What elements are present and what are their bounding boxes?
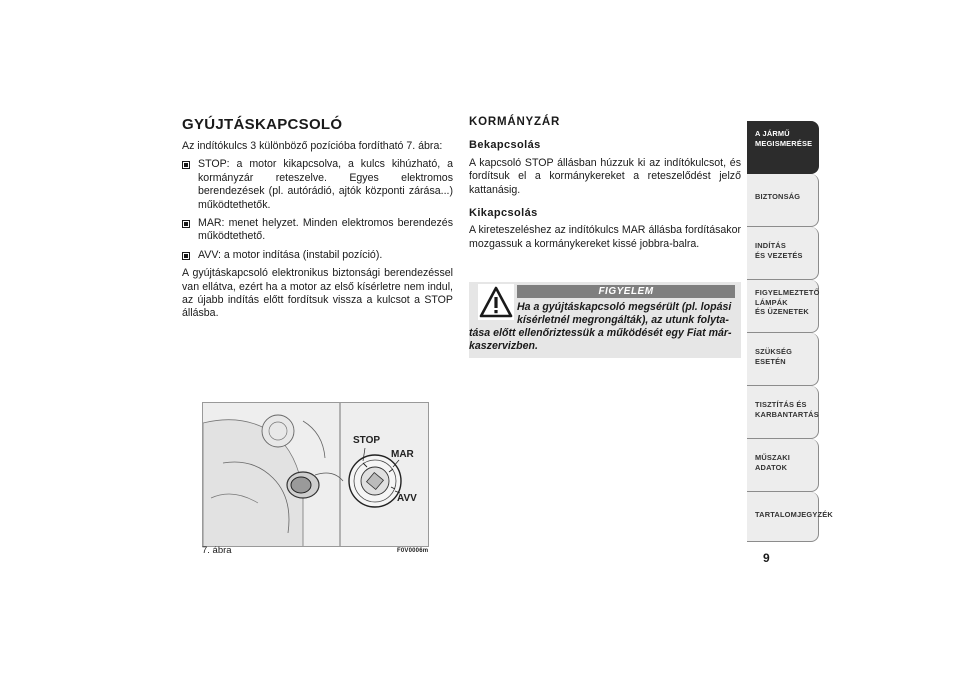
figure-code: F0V0006m: [397, 548, 429, 554]
figure-caption: 7. ábra: [202, 545, 232, 556]
subsection-heading: Kikapcsolás: [469, 207, 538, 220]
bullet-item: AVV: a motor indítása (instabil pozíció).: [182, 249, 453, 262]
avv-label: AVV: [397, 493, 417, 504]
intro-text: Az indítókulcs 3 különböző pozícióba fordítható 7. ábra:: [182, 140, 443, 152]
checkbox-bullet-icon: [182, 161, 190, 169]
right-column: [469, 116, 741, 261]
sidebar-tab-jarmu-megismerese[interactable]: A JÁRMŰ MEGISMERÉSE: [747, 121, 819, 174]
bullet-item: MAR: menet helyzet. Minden elektromos berendezés működtethető.: [182, 217, 453, 244]
checkbox-bullet-icon: [182, 220, 190, 228]
sidebar-tab-muszaki-adatok[interactable]: MŰSZAKI ADATOK: [747, 439, 819, 492]
sidebar-tab-biztonsag[interactable]: BIZTONSÁG: [747, 174, 819, 227]
ignition-switch-illustration: [203, 403, 429, 547]
sidebar-tab-szukseg-eseten[interactable]: SZÜKSÉG ESETÉN: [747, 333, 819, 386]
sidebar-tab-inditas-es-vezetes[interactable]: INDÍTÁS ÉS VEZETÉS: [747, 227, 819, 280]
page-number: 9: [763, 551, 770, 565]
sidebar-tab-tisztitas-es-karbantartas[interactable]: TISZTÍTÁS ÉS KARBANTARTÁS: [747, 386, 819, 439]
subsection-text: A kireteszeléshez az indítókulcs MAR állásba fordításakor mozgassuk a kormánykereket kissé jobbra-balra.: [469, 224, 741, 250]
checkbox-bullet-icon: [182, 252, 190, 260]
sidebar-tab-figyelmezteto-lampak[interactable]: FIGYELMEZTETŐ LÁMPÁK ÉS ÜZENETEK: [747, 280, 819, 333]
warning-box: [469, 282, 741, 358]
stop-label: STOP: [353, 435, 381, 446]
closing-text: A gyújtáskapcsoló elektronikus biztonsági berendezéssel van ellátva, ezért ha a motor az első kísérletre nem indul, az újabb indítás előtt fordítsuk vissza a kulcsot a STOP állásba.: [182, 267, 453, 320]
left-column: [182, 140, 453, 326]
mar-label: MAR: [391, 449, 414, 460]
subsection-heading: Bekapcsolás: [469, 139, 541, 152]
warning-header: FIGYELEM: [517, 285, 735, 298]
subsection-text: A kapcsoló STOP állásban húzzuk ki az indítókulcsot, és fordítsuk el a kormánykereket a reteszelődést jelző kattanásig.: [469, 156, 741, 196]
page-title: GYÚJTÁSKAPCSOLÓ: [182, 116, 343, 133]
ignition-switch-figure: [202, 402, 429, 547]
warning-text: Ha a gyújtáskapcsoló megsérült (pl. lopási kísérletnél megrongálták), az utunk folyta- tása előtt ellenőriztessük a működését egy Fiat már- kaszervizben.: [469, 301, 732, 352]
sidebar-tab-tartalomjegyzek[interactable]: TARTALOMJEGYZÉK: [747, 492, 819, 542]
section-title: KORMÁNYZÁR: [469, 116, 561, 128]
bullet-item: STOP: a motor kikapcsolva, a kulcs kihúzható, a kormányzár reteszelve. Egyes elektromos berendezések (pl. autórádió, ajtók központi zárása...) működtethetők.: [182, 158, 453, 212]
